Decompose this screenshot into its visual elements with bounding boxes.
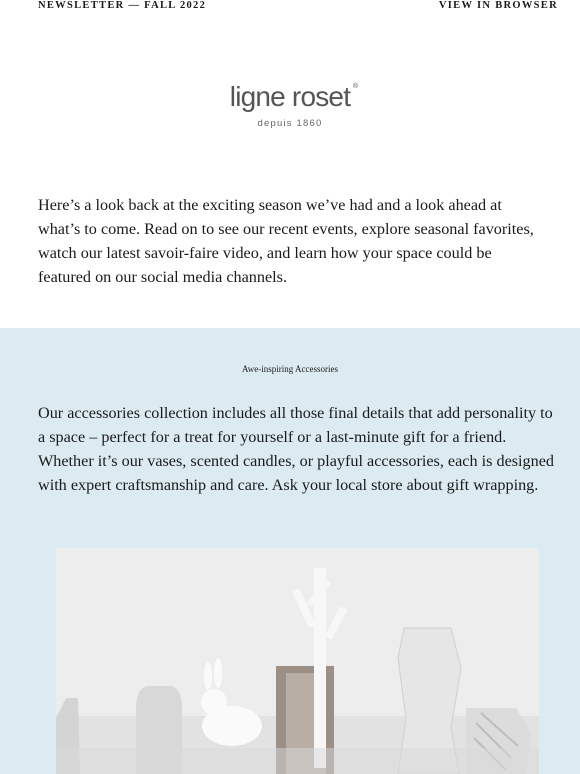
brand-logo[interactable] [229, 81, 358, 113]
logo-text: ligne roset [229, 81, 351, 112]
brand-tagline: depuis 1860 [257, 118, 323, 129]
section-title: Awe-inspiring Accessories [242, 364, 338, 374]
accessories-illustration [56, 548, 539, 774]
accessories-photo[interactable] [56, 548, 539, 774]
view-in-browser-link[interactable]: VIEW IN BROWSER [438, 0, 558, 11]
brand-header [0, 81, 580, 129]
top-bar [0, 0, 580, 14]
intro-paragraph: Here’s a look back at the exciting season we’ve had and a look ahead at what’s to come. Read on to see our recent events, explore seasonal favorites, watch our latest savoir-faire video, and learn how your space could be featured on our social media channels. [38, 196, 534, 286]
registered-icon: ® [352, 83, 358, 90]
section-body: Our accessories collection includes all those final details that add personality to a space – perfect for a treat for yourself or a last-minute gift for a friend. Whether it’s our vases, scented candles, or playful accessories, each is designed with expert craftsmanship and care. Ask your local store about gift wrapping. [38, 404, 555, 494]
accessories-section [0, 328, 580, 774]
newsletter-label: NEWSLETTER — FALL 2022 [38, 0, 207, 11]
